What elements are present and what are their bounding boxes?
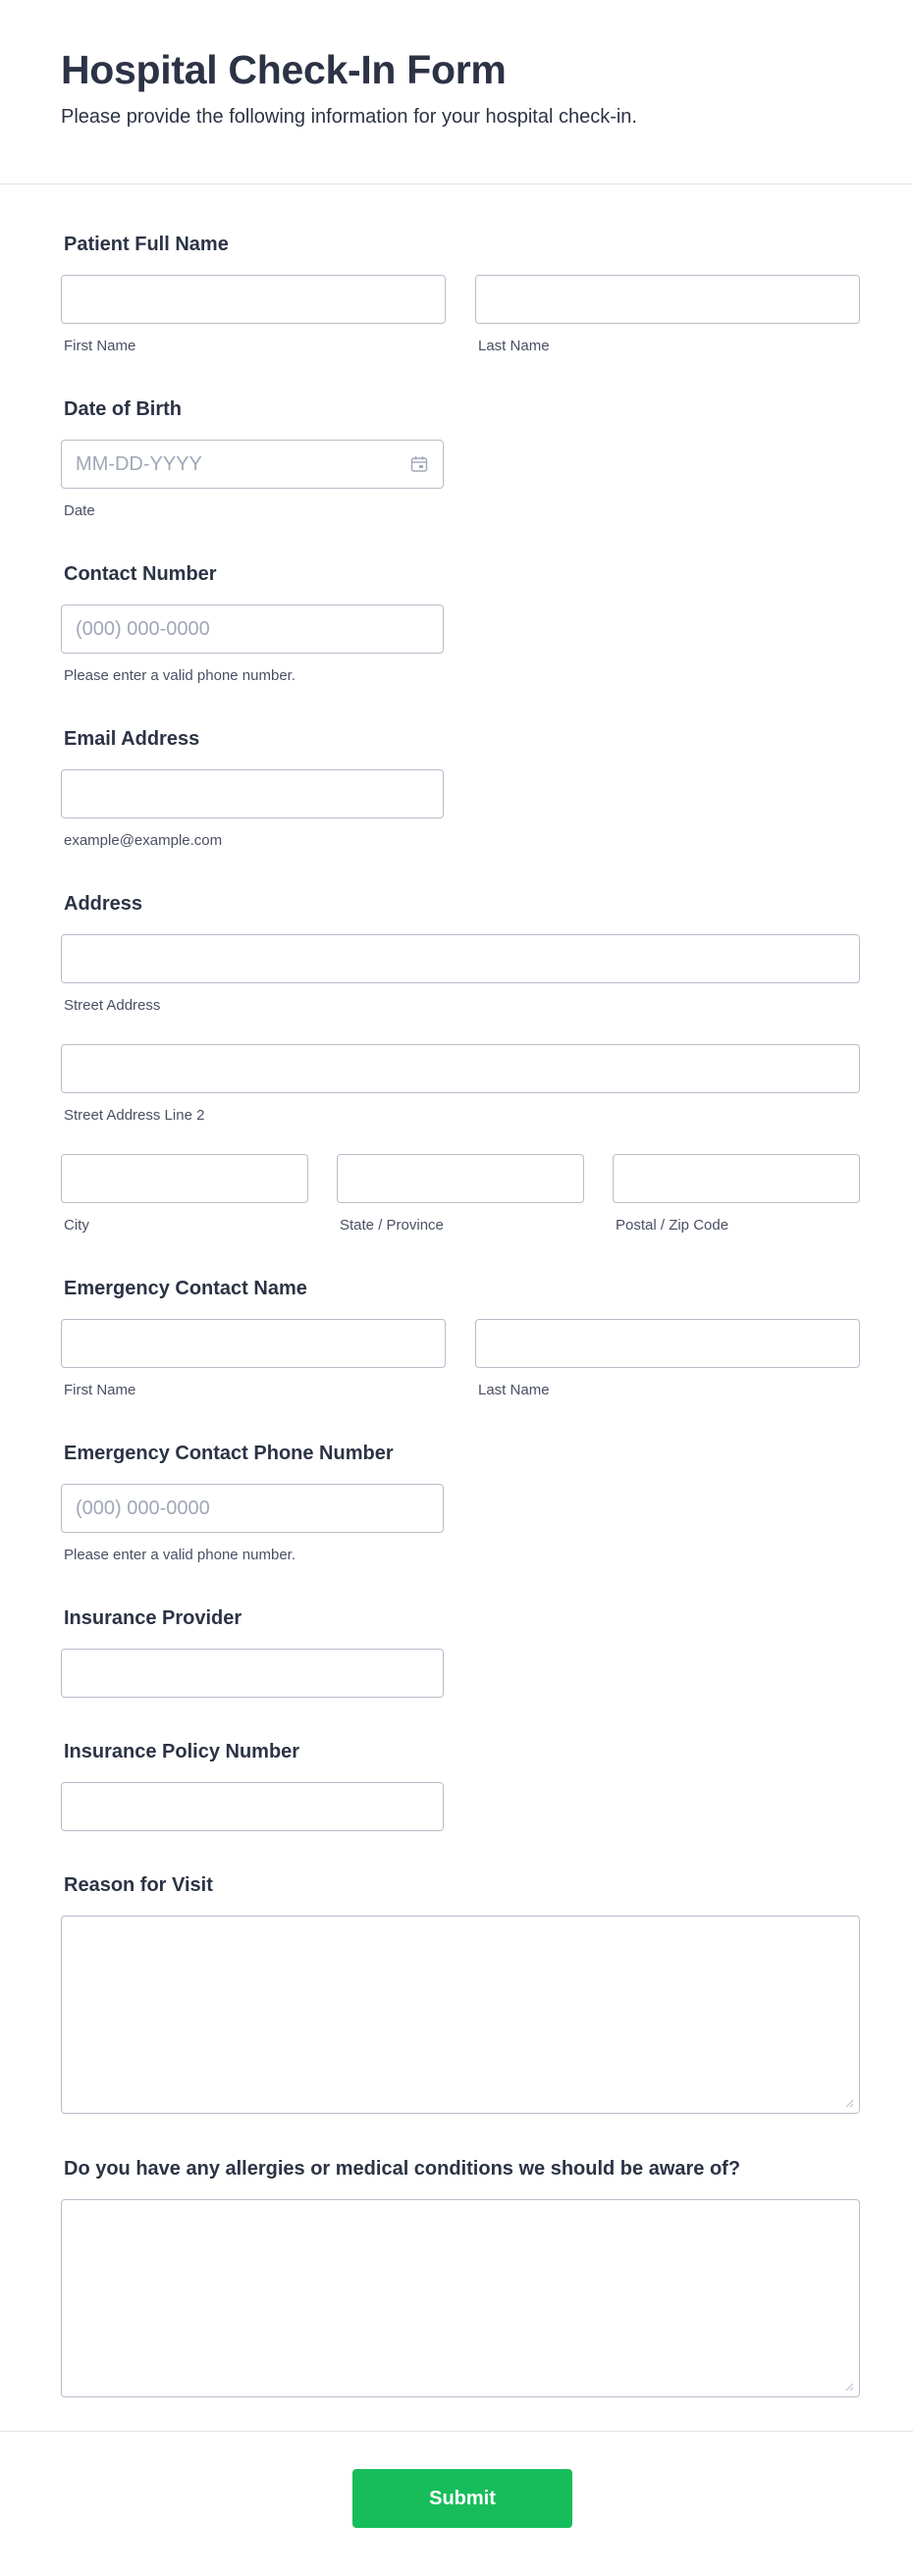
email-label: Email Address: [64, 728, 200, 750]
submit-button[interactable]: Submit: [352, 2469, 572, 2528]
insurance-policy-input[interactable]: [61, 1782, 444, 1831]
city-sublabel: City: [64, 1217, 89, 1234]
emergency-last-name-input[interactable]: [475, 1319, 860, 1368]
form-title: Hospital Check-In Form: [61, 47, 507, 92]
emergency-phone-label: Emergency Contact Phone Number: [64, 1443, 394, 1464]
dob-sublabel: Date: [64, 502, 95, 519]
emergency-phone-input[interactable]: [61, 1484, 444, 1533]
zip-input[interactable]: [613, 1154, 860, 1203]
allergies-resize-grip-icon[interactable]: [844, 2382, 854, 2392]
emergency-phone-sublabel: Please enter a valid phone number.: [64, 1547, 295, 1563]
zip-sublabel: Postal / Zip Code: [616, 1217, 729, 1234]
patient-first-name-sublabel: First Name: [64, 338, 136, 354]
patient-name-label: Patient Full Name: [64, 234, 229, 255]
emergency-name-label: Emergency Contact Name: [64, 1278, 307, 1299]
contact-number-sublabel: Please enter a valid phone number.: [64, 667, 295, 684]
email-sublabel: example@example.com: [64, 832, 223, 849]
street-address-line2-sublabel: Street Address Line 2: [64, 1107, 205, 1124]
emergency-last-name-sublabel: Last Name: [478, 1382, 550, 1398]
contact-number-input[interactable]: [61, 605, 444, 654]
contact-number-label: Contact Number: [64, 563, 217, 585]
patient-last-name-input[interactable]: [475, 275, 860, 324]
patient-last-name-sublabel: Last Name: [478, 338, 550, 354]
form-header: [0, 0, 913, 184]
insurance-policy-label: Insurance Policy Number: [64, 1741, 300, 1762]
dob-label: Date of Birth: [64, 398, 182, 420]
state-input[interactable]: [337, 1154, 584, 1203]
calendar-icon[interactable]: [410, 455, 428, 473]
form-subtitle: Please provide the following information for your hospital check-in.: [61, 106, 637, 128]
reason-resize-grip-icon[interactable]: [844, 2098, 854, 2108]
address-label: Address: [64, 893, 143, 915]
allergies-label: Do you have any allergies or medical conditions we should be aware of?: [64, 2158, 741, 2180]
emergency-first-name-input[interactable]: [61, 1319, 446, 1368]
state-sublabel: State / Province: [340, 1217, 444, 1234]
street-address-line2-input[interactable]: [61, 1044, 860, 1093]
street-address-input[interactable]: [61, 934, 860, 983]
insurance-provider-label: Insurance Provider: [64, 1607, 242, 1629]
street-address-sublabel: Street Address: [64, 997, 161, 1014]
reason-textarea[interactable]: [61, 1916, 860, 2114]
allergies-textarea[interactable]: [61, 2199, 860, 2397]
dob-input[interactable]: [61, 440, 444, 489]
patient-first-name-input[interactable]: [61, 275, 446, 324]
city-input[interactable]: [61, 1154, 308, 1203]
email-input[interactable]: [61, 769, 444, 818]
emergency-first-name-sublabel: First Name: [64, 1382, 136, 1398]
insurance-provider-input[interactable]: [61, 1649, 444, 1698]
reason-label: Reason for Visit: [64, 1874, 213, 1896]
